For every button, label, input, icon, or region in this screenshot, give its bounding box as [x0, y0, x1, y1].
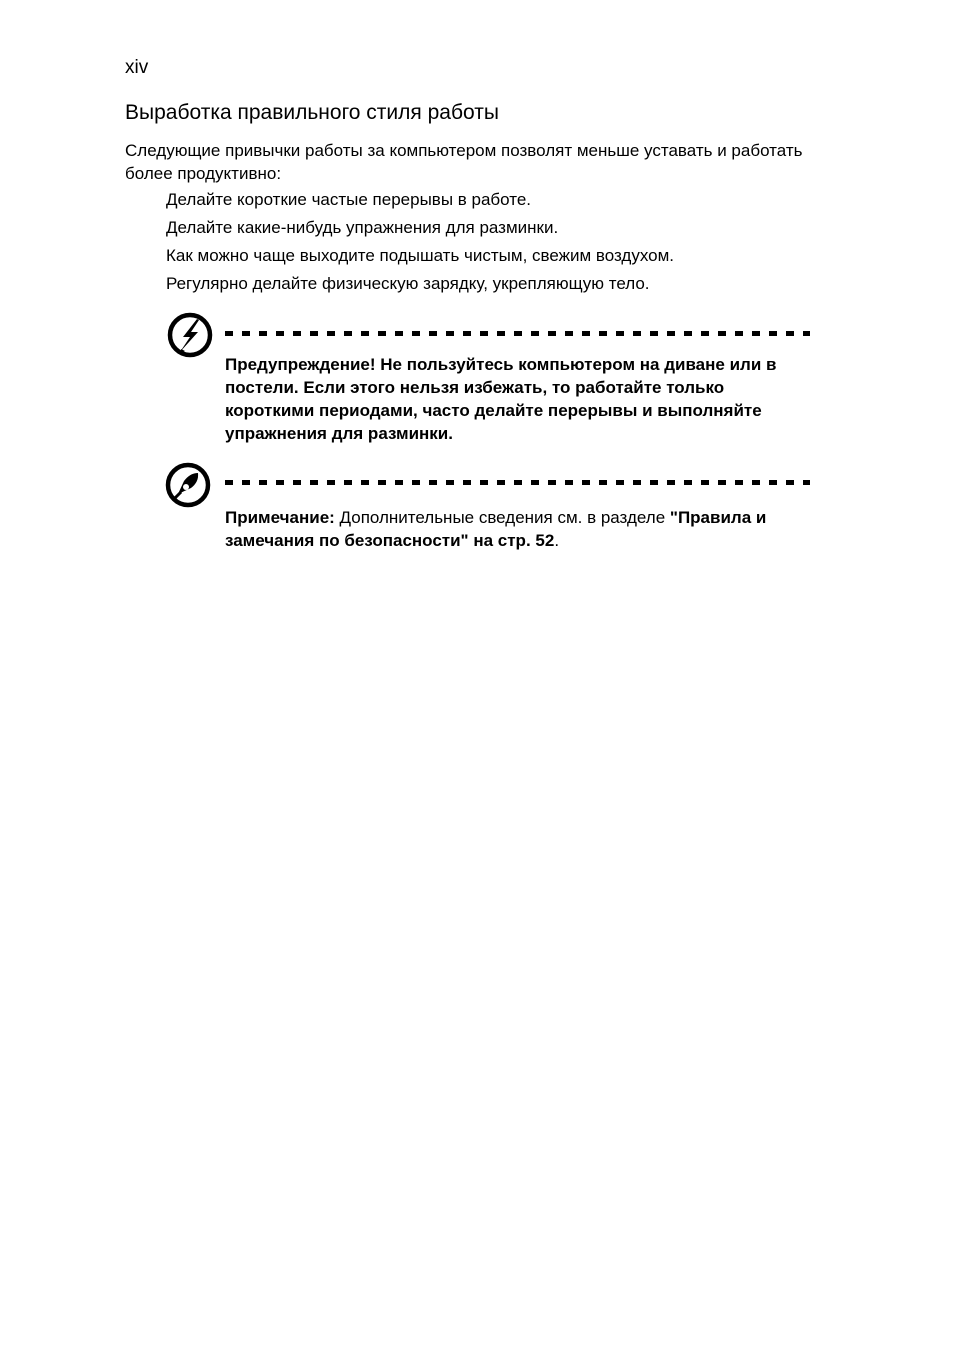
habit-list — [166, 188, 674, 300]
page-number: xiv — [125, 57, 149, 78]
note-end: . — [554, 531, 560, 550]
section-title: Выработка правильного стиля работы — [125, 101, 499, 124]
list-item: Делайте короткие частые перерывы в работе. — [166, 190, 532, 209]
dashed-divider — [225, 331, 810, 336]
note-text — [225, 506, 800, 552]
note-label: Примечание: — [225, 508, 335, 527]
intro-paragraph: Следующие привычки работы за компьютером позволят меньше уставать и работать более продуктивно: — [125, 141, 803, 183]
pen-note-icon — [164, 461, 212, 509]
note-body: Дополнительные сведения см. в разделе — [334, 508, 670, 527]
lightning-warning-icon — [166, 311, 214, 359]
warning-text: Предупреждение! Не пользуйтесь компьютером на диване или в постели. Если этого нельзя избежать, то работайте только короткими периодами, часто делайте перерывы и выполняйте упражнения для разминки. — [225, 355, 777, 443]
list-item: Как можно чаще выходите подышать чистым, свежим воздухом. — [166, 246, 675, 265]
list-item: Делайте какие-нибудь упражнения для разминки. — [166, 218, 559, 237]
list-item: Регулярно делайте физическую зарядку, укрепляющую тело. — [166, 274, 650, 293]
dashed-divider — [225, 480, 810, 485]
note-reference-link[interactable]: "Правила и замечания по безопасности" на стр. 52 — [225, 508, 767, 550]
